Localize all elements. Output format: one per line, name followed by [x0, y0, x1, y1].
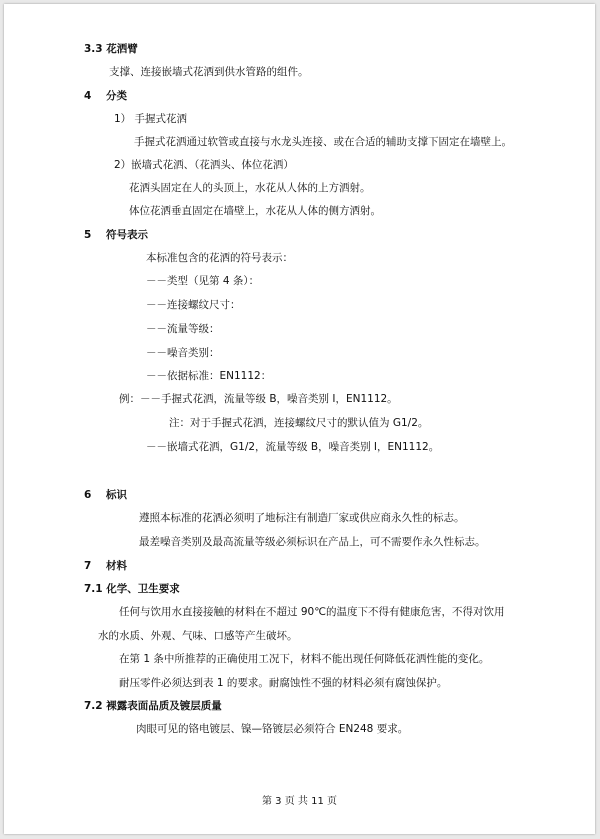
section-3-3-body: 支撑、连接嵌墙式花洒到供水管路的组件。 — [109, 66, 309, 78]
document-page — [4, 4, 595, 834]
section-5-heading — [84, 228, 148, 242]
section-7-number: 7 — [84, 560, 92, 572]
section-6-number: 6 — [84, 489, 92, 501]
classification-item-1-body: 手握式花洒通过软管或直接与水龙头连接、或在合适的辅助支撑下固定在墙壁上。 — [134, 136, 512, 148]
section-5-title: 符号表示 — [106, 229, 148, 241]
section-7-1-heading: 7.1 化学、卫生要求 — [84, 583, 180, 595]
section-7-1-body-3: 耐压零件必须达到表 1 的要求。耐腐蚀性不强的材料必须有腐蚀保护。 — [119, 677, 448, 689]
section-7-1-body-2: 在第 1 条中所推荐的正确使用工况下，材料不能出现任何降低花洒性能的变化。 — [119, 653, 490, 665]
symbol-item-thread: －－连接螺纹尺寸： — [146, 299, 241, 311]
section-6-heading — [84, 488, 127, 502]
marking-body-2: 最差噪音类别及最高流量等级必须标识在产品上，可不需要作永久性标志。 — [139, 536, 486, 548]
classification-item-2-body-2: 体位花洒垂直固定在墙壁上，水花从人体的侧方洒射。 — [129, 205, 381, 217]
classification-item-2-label: 2）嵌墙式花洒、（花洒头、体位花洒） — [114, 159, 294, 171]
page-number-footer: 第 3 页 共 11 页 — [262, 796, 337, 807]
section-4-number: 4 — [84, 90, 92, 102]
section-6-title: 标识 — [106, 489, 127, 501]
symbol-note: 注：对于手握式花洒，连接螺纹尺寸的默认值为 G1/2。 — [169, 417, 429, 429]
section-4-title: 分类 — [106, 90, 127, 102]
section-7-2-heading: 7.2 裸露表面品质及镀层质量 — [84, 700, 222, 712]
symbol-example-2: －－嵌墙式花洒，G1/2，流量等级 B，噪音类别 I，EN1112。 — [146, 441, 440, 453]
classification-item-1-label: 1） 手握式花洒 — [114, 113, 188, 125]
section-3-3-heading: 3.3 花洒臂 — [84, 43, 138, 55]
section-5-number: 5 — [84, 229, 92, 241]
section-7-title: 材料 — [106, 560, 127, 572]
symbol-item-flow: －－流量等级： — [146, 323, 220, 335]
symbol-item-type: －－类型（见第 4 条）： — [146, 275, 260, 287]
section-7-1-body-1: 任何与饮用水直接接触的材料在不超过 90℃的温度下不得有健康危害，不得对饮用 — [119, 606, 505, 618]
section-7-1-body-1-continued: 水的水质、外观、气味、口感等产生破坏。 — [98, 630, 298, 642]
classification-item-2-body-1: 花洒头固定在人的头顶上，水花从人体的上方洒射。 — [129, 182, 371, 194]
marking-body-1: 遵照本标准的花洒必须明了地标注有制造厂家或供应商永久性的标志。 — [139, 512, 465, 524]
section-7-heading — [84, 559, 127, 573]
symbol-example-1: 例：－－手握式花洒，流量等级 B，噪音类别 I，EN1112。 — [119, 393, 398, 405]
symbol-item-standard: －－依据标准：EN1112： — [146, 370, 272, 382]
symbol-intro: 本标准包含的花洒的符号表示： — [146, 252, 293, 264]
symbol-item-noise: －－噪音类别： — [146, 347, 220, 359]
section-4-heading — [84, 89, 127, 103]
section-7-2-body: 肉眼可见的铬电镀层、镍—铬镀层必须符合 EN248 要求。 — [136, 723, 409, 735]
